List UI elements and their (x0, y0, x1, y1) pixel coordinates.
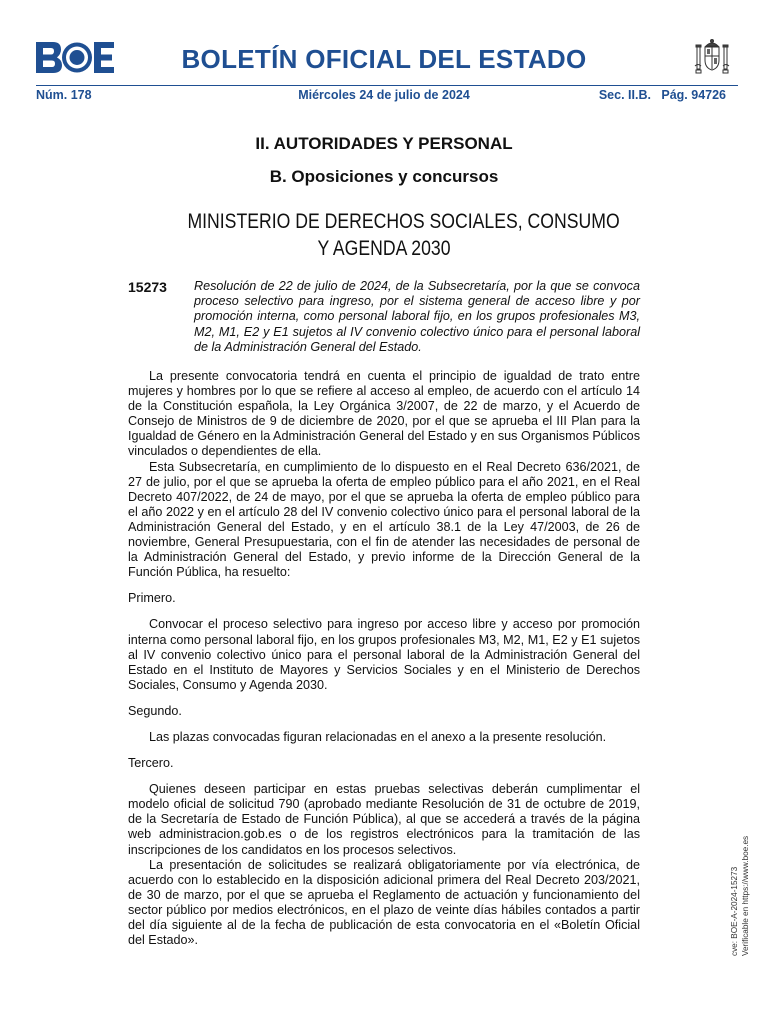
ministry-line-1: MINISTERIO DE DERECHOS SOCIALES, CONSUMO (187, 210, 620, 233)
coat-of-arms-icon (691, 36, 733, 78)
resolution-title: Resolución de 22 de julio de 2024, de la Subsecretaría, por la que se convoca proceso selectivo para ingreso, por el sistema general de acceso libre y por promoción interna, como personal laboral fijo, en los grupos profesionales M3, M2, M1, E2 y E1 sujetos al IV convenio colectivo único para el personal laboral de la Administración General del Estado. (194, 279, 640, 354)
paragraph-1: La presente convocatoria tendrá en cuenta el principio de igualdad de trato entre mujeres y hombres por lo que se refiere al acceso al empleo, de acuerdo con el artículo 14 de la Constitución española, la Ley Orgánica 3/2007, de 22 de marzo, y el Acuerdo de Consejo de Ministros de 9 de diciembre de 2020, por el que se aprueba el III Plan para la Igualdad de Género en la Administración General del Estado y en sus Organismos Públicos vinculados o dependientes de ella. (128, 369, 640, 459)
cve-verification (730, 806, 751, 956)
boe-logo (36, 42, 114, 73)
section-page: Sec. II.B. Pág. 94726 (598, 88, 726, 102)
paragraph-3: Convocar el proceso selectivo para ingreso por acceso libre y acceso por promoción interna como personal laboral fijo, en los grupos profesionales M3, M2, M1, E2 y E1 sujetos al IV convenio colectivo único para el personal laboral de la Administración General del Estado en el Instituto de Mayores y Servicios Sociales y en el Ministerio de Derechos Sociales, Consumo y Agenda 2030. (128, 617, 640, 692)
document-body (128, 369, 640, 948)
paragraph-4: Las plazas convocadas figuran relacionadas en el anexo a la presente resolución. (149, 729, 607, 744)
publication-title: BOLETÍN OFICIAL DEL ESTADO (181, 44, 587, 74)
verify-link[interactable]: Verificable en https://www.boe.es (740, 835, 750, 956)
ministry-line-2: Y AGENDA 2030 (317, 237, 451, 260)
heading-segundo: Segundo. (128, 703, 182, 718)
heading-primero: Primero. (128, 591, 176, 606)
resolution-number: 15273 (128, 279, 167, 295)
issue-number: Núm. 178 (36, 88, 92, 102)
paragraph-2: Esta Subsecretaría, en cumplimiento de lo dispuesto en el Real Decreto 636/2021, de 27 de julio, por el que se aprueba la oferta de empleo público para el año 2021, en el Real Decreto 407/2022, de 24 de mayo, por el que se aprueba la oferta de empleo público para el año 2022 y en el artículo 28 del IV convenio colectivo único para el personal laboral de la Administración General del Estado, y en el artículo 38.1 de la Ley 47/2003, de 26 de noviembre, General Presupuestaria, con el fin de atender las necesidades de personal de la Administración General del Estado, y previo informe de la Dirección General de la Función Pública, ha resuelto: (128, 459, 640, 580)
paragraph-6: La presentación de solicitudes se realizará obligatoriamente por vía electrónica, de acuerdo con lo establecido en la disposición adicional primera del Real Decreto 203/2021, de 30 de marzo, por el que se aprueba el Reglamento de actuación y funcionamiento del sector público por medios electrónicos, en el plazo de veinte días hábiles contados a partir del día siguiente al de la fecha de publicación de esta convocatoria en el «Boletín Oficial del Estado». (128, 857, 640, 948)
section-title: II. AUTORIDADES Y PERSONAL (255, 134, 513, 153)
header-rule (36, 85, 738, 86)
heading-tercero: Tercero. (128, 756, 174, 771)
issue-date: Miércoles 24 de julio de 2024 (298, 88, 470, 102)
section-subtitle: B. Oposiciones y concursos (269, 167, 499, 186)
ministry-name (187, 208, 620, 262)
cve-code: cve: BOE-A-2024-15273 (730, 866, 739, 956)
paragraph-5: Quienes deseen participar en estas pruebas selectivas deberán cumplimentar el modelo oficial de solicitud 790 (aprobado mediante Resolución de 31 de octubre de 2019, de la Secretaría de Estado de Función Pública), al que se accederá a través de la página web administracion.gob.es o de los registros electrónicos para la tramitación de las inscripciones de los candidatos en los procesos selectivos. (128, 782, 640, 857)
